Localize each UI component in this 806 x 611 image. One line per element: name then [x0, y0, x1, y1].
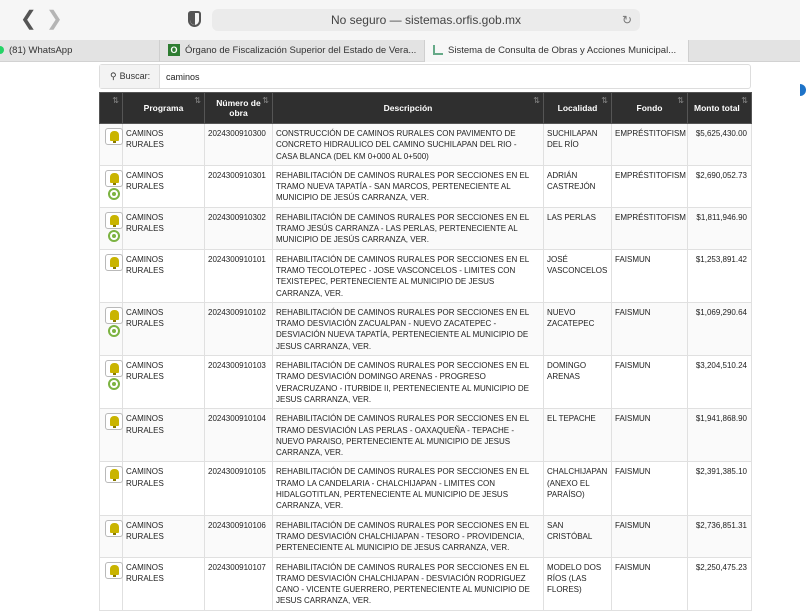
cell-localidad: SAN CRISTÓBAL	[544, 515, 612, 557]
whatsapp-icon	[0, 46, 4, 54]
cell-descripcion: REHABILITACIÓN DE CAMINOS RURALES POR SECCIONES EN EL TRAMO LA CANDELARIA - CHALCHIJAPAN - LIMITES CON HIDALGOTITLAN, PERTENECIENTE AL MUNICIPIO DE JESUS CARRANZA, VER.	[273, 462, 544, 515]
column-header-icons[interactable]	[100, 93, 123, 124]
cell-fondo: FAISMUN	[612, 409, 688, 462]
cell-numero: 2024300910103	[205, 356, 273, 409]
orfis-logo-icon: O	[168, 44, 180, 56]
table-row	[100, 515, 752, 557]
cell-monto: $2,250,475.23	[688, 557, 752, 610]
column-header-monto[interactable]: Monto total ⇅	[688, 93, 752, 124]
tab-bar	[0, 40, 800, 62]
cell-descripcion: REHABILITACIÓN DE CAMINOS RURALES POR SECCIONES EN EL TRAMO NUEVA TAPATÍA - SAN MARCOS, PERTENECIENTE AL MUNICIPIO DE JESÚS CARRANZA, VER.	[273, 165, 544, 207]
cell-programa: CAMINOS RURALES	[123, 124, 205, 166]
tab-orfis[interactable]	[160, 40, 425, 62]
cell-numero: 2024300910301	[205, 165, 273, 207]
cell-programa: CAMINOS RURALES	[123, 557, 205, 610]
privacy-shield-icon[interactable]	[188, 11, 201, 27]
table-header-row	[100, 93, 752, 124]
sort-icon: ⇅	[533, 96, 540, 105]
cell-fondo: FAISMUN	[612, 557, 688, 610]
cell-programa: CAMINOS RURALES	[123, 302, 205, 355]
cell-numero: 2024300910104	[205, 409, 273, 462]
tab-label: Órgano de Fiscalización Superior del Estado de Vera...	[185, 45, 417, 56]
cell-numero: 2024300910105	[205, 462, 273, 515]
column-header-fondo[interactable]: Fondo ⇅	[612, 93, 688, 124]
cell-monto: $5,625,430.00	[688, 124, 752, 166]
column-header-programa[interactable]: Programa ⇅	[123, 93, 205, 124]
cell-fondo: EMPRÉSTITOFISM	[612, 207, 688, 249]
cell-programa: CAMINOS RURALES	[123, 356, 205, 409]
cell-fondo: EMPRÉSTITOFISM	[612, 165, 688, 207]
bell-icon[interactable]	[105, 170, 123, 187]
bell-icon[interactable]	[105, 562, 123, 579]
cell-monto: $1,069,290.64	[688, 302, 752, 355]
table-row	[100, 165, 752, 207]
cell-descripcion: REHABILITACIÓN DE CAMINOS RURALES POR SECCIONES EN EL TRAMO DESVIACIÓN ZACUALPAN - NUEVO ZACATEPEC - DESVIACIÓN NUEVA TAPATÍA, PERTENECIENTE AL MUNICIPIO DE JESUS CARRANZA, VER.	[273, 302, 544, 355]
bell-icon[interactable]	[105, 466, 123, 483]
map-pin-icon[interactable]	[108, 325, 120, 337]
table-row	[100, 207, 752, 249]
forward-arrow-icon[interactable]: ❯	[46, 8, 63, 30]
cell-localidad: SUCHILAPAN DEL RÍO	[544, 124, 612, 166]
cell-localidad: MODELO DOS RÍOS (LAS FLORES)	[544, 557, 612, 610]
cell-monto: $1,941,868.90	[688, 409, 752, 462]
column-header-numero[interactable]: Número de obra ⇅	[205, 93, 273, 124]
cell-localidad: DOMINGO ARENAS	[544, 356, 612, 409]
row-icons	[100, 462, 123, 515]
cell-programa: CAMINOS RURALES	[123, 165, 205, 207]
cell-descripcion: REHABILITACIÓN DE CAMINOS RURALES POR SECCIONES EN EL TRAMO JESÚS CARRANZA - LAS PERLAS, PERTENECIENTE AL MUNICIPIO DE JESÚS CARRANZA, VER.	[273, 207, 544, 249]
sort-icon: ⇅	[601, 96, 608, 105]
table-row	[100, 557, 752, 610]
browser-toolbar	[0, 0, 800, 40]
sort-icon: ⇅	[262, 96, 269, 105]
cell-fondo: FAISMUN	[612, 462, 688, 515]
cell-descripcion: REHABILITACIÓN DE CAMINOS RURALES POR SECCIONES EN EL TRAMO DESVIACIÓN CHALCHIJAPAN - TESORO - PROVIDENCIA, PERTENECIENTE AL MUNICIPIO DE JESUS CARRANZA, VER.	[273, 515, 544, 557]
cell-localidad: ADRIÁN CASTREJÓN	[544, 165, 612, 207]
row-icons	[100, 124, 123, 166]
cell-programa: CAMINOS RURALES	[123, 462, 205, 515]
bell-icon[interactable]	[105, 360, 123, 377]
cell-numero: 2024300910106	[205, 515, 273, 557]
tab-label: (81) WhatsApp	[9, 45, 73, 56]
row-icons	[100, 356, 123, 409]
bell-icon[interactable]	[105, 254, 123, 271]
tab-label: Sistema de Consulta de Obras y Acciones Municipal...	[448, 45, 677, 56]
cell-programa: CAMINOS RURALES	[123, 207, 205, 249]
row-icons	[100, 409, 123, 462]
table-row	[100, 124, 752, 166]
table-row	[100, 356, 752, 409]
cell-monto: $1,253,891.42	[688, 249, 752, 302]
cell-localidad: EL TEPACHE	[544, 409, 612, 462]
cell-descripcion: REHABILITACIÓN DE CAMINOS RURALES POR SECCIONES EN EL TRAMO DESVIACIÓN CHALCHIJAPAN - DESVIACIÓN RODRIGUEZ CANO - VICENTE GUERRERO, PERTENECIENTE AL MUNICIPIO DE JESUS CARRANZA, VER.	[273, 557, 544, 610]
table-row	[100, 409, 752, 462]
sort-icon: ⇅	[194, 96, 201, 105]
cell-monto: $2,391,385.10	[688, 462, 752, 515]
cell-descripcion: REHABILITACIÓN DE CAMINOS RURALES POR SECCIONES EN EL TRAMO TECOLOTEPEC - JOSE VASCONCELOS - LIMITES CON TEXISTEPEC, PERTENECIENTE AL MUNICIPIO DE JESUS CARRANZA, VER.	[273, 249, 544, 302]
cell-numero: 2024300910302	[205, 207, 273, 249]
cell-descripcion: CONSTRUCCIÓN DE CAMINOS RURALES CON PAVIMENTO DE CONCRETO HIDRAULICO DEL CAMINO SUCHILAPAN DEL RIO - CASA BLANCA (DEL KM 0+000 AL 0+500)	[273, 124, 544, 166]
search-icon: ⚲	[110, 71, 117, 81]
map-pin-icon[interactable]	[108, 378, 120, 390]
works-table	[99, 92, 752, 611]
bell-icon[interactable]	[105, 307, 123, 324]
cell-descripcion: REHABILITACIÓN DE CAMINOS RURALES POR SECCIONES EN EL TRAMO DESVIACIÓN DOMINGO ARENAS - PROGRESO VERACRUZANO - ITURBIDE II, PERTENECIENTE AL MUNICIPIO DE JESUS CARRANZA, VER.	[273, 356, 544, 409]
cell-numero: 2024300910102	[205, 302, 273, 355]
cell-localidad: LAS PERLAS	[544, 207, 612, 249]
search-input[interactable]	[166, 68, 736, 85]
cell-descripcion: REHABILITACIÓN DE CAMINOS RURALES POR SECCIONES EN EL TRAMO DESVIACIÓN LAS PERLAS - OAXAQUEÑA - TEPACHE - NUEVO PARAISO, PERTENECIENTE AL MUNICIPIO DE JESUS CARRANZA, VER.	[273, 409, 544, 462]
row-icons	[100, 557, 123, 610]
cell-numero: 2024300910101	[205, 249, 273, 302]
bell-icon[interactable]	[105, 413, 123, 430]
table-row	[100, 462, 752, 515]
cell-localidad: JOSÉ VASCONCELOS	[544, 249, 612, 302]
row-icons	[100, 302, 123, 355]
map-pin-icon[interactable]	[108, 188, 120, 200]
sort-icon: ⇅	[112, 96, 119, 105]
cell-fondo: FAISMUN	[612, 356, 688, 409]
cell-fondo: EMPRÉSTITOFISM	[612, 124, 688, 166]
tab-whatsapp[interactable]	[0, 40, 160, 62]
address-text: No seguro — sistemas.orfis.gob.mx	[330, 13, 522, 27]
cell-programa: CAMINOS RURALES	[123, 249, 205, 302]
address-bar[interactable]	[212, 9, 640, 31]
row-icons	[100, 165, 123, 207]
cell-programa: CAMINOS RURALES	[123, 409, 205, 462]
table-row	[100, 249, 752, 302]
search-box	[99, 64, 751, 89]
cell-fondo: FAISMUN	[612, 249, 688, 302]
bell-icon[interactable]	[105, 128, 123, 145]
column-header-descripcion[interactable]: Descripción ⇅	[273, 93, 544, 124]
bell-icon[interactable]	[105, 212, 123, 229]
sort-icon: ⇅	[741, 96, 748, 105]
search-label: ⚲ Buscar:	[100, 65, 160, 88]
table-row	[100, 302, 752, 355]
reload-icon[interactable]: ↻	[621, 13, 632, 27]
cell-fondo: FAISMUN	[612, 302, 688, 355]
row-icons	[100, 515, 123, 557]
back-arrow-icon[interactable]: ❮	[20, 8, 37, 30]
row-icons	[100, 249, 123, 302]
cell-localidad: CHALCHIJAPAN (ANEXO EL PARAÍSO)	[544, 462, 612, 515]
cell-monto: $2,690,052.73	[688, 165, 752, 207]
page-content	[0, 63, 800, 606]
cell-fondo: FAISMUN	[612, 515, 688, 557]
cell-monto: $3,204,510.24	[688, 356, 752, 409]
cell-monto: $1,811,946.90	[688, 207, 752, 249]
tab-sistema-consulta[interactable]	[425, 40, 689, 62]
cell-monto: $2,736,851.31	[688, 515, 752, 557]
map-pin-icon[interactable]	[108, 230, 120, 242]
cell-programa: CAMINOS RURALES	[123, 515, 205, 557]
cell-numero: 2024300910107	[205, 557, 273, 610]
sort-icon: ⇅	[677, 96, 684, 105]
column-header-localidad[interactable]: Localidad ⇅	[544, 93, 612, 124]
sistema-favicon-icon	[433, 45, 443, 55]
bell-icon[interactable]	[105, 520, 123, 537]
row-icons	[100, 207, 123, 249]
cell-numero: 2024300910300	[205, 124, 273, 166]
cell-localidad: NUEVO ZACATEPEC	[544, 302, 612, 355]
